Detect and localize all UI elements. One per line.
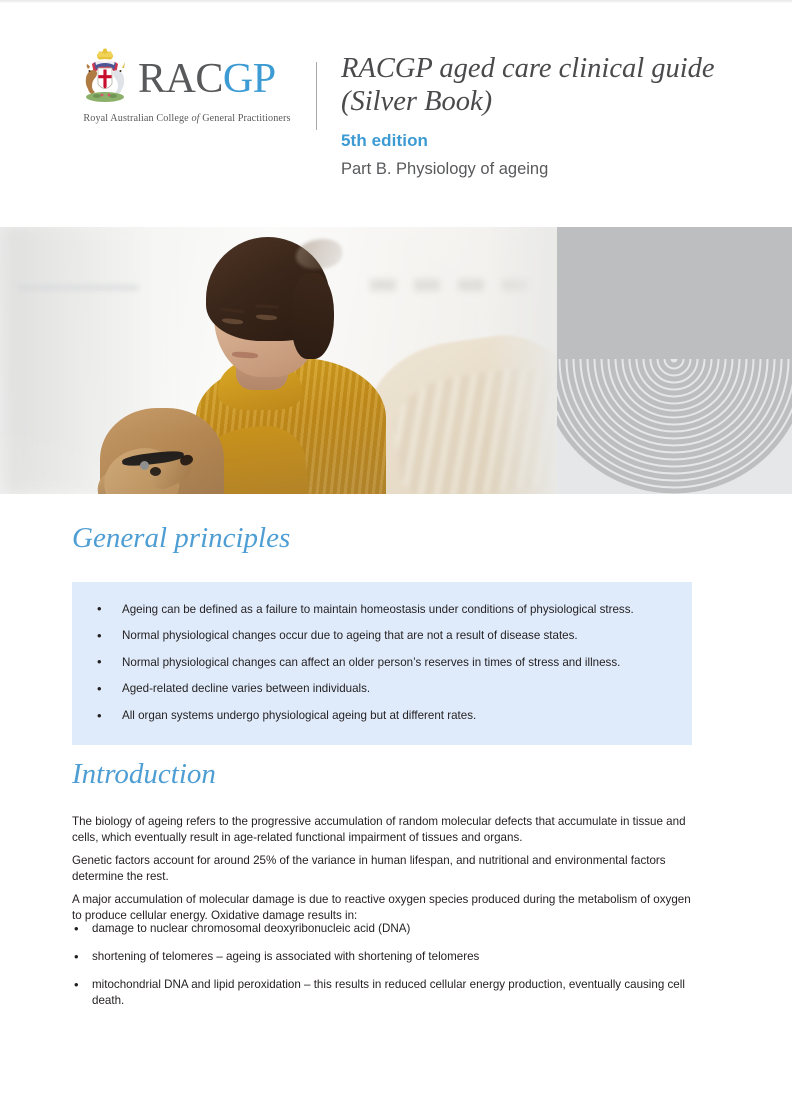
photo-background-shelf bbox=[18, 285, 138, 290]
racgp-logo bbox=[78, 48, 296, 124]
racgp-wordmark-rac: RAC bbox=[138, 56, 223, 102]
racgp-wordmark-gp: GP bbox=[222, 56, 276, 102]
photo-woman-hair-side bbox=[292, 273, 334, 359]
introduction-paragraph: A major accumulation of molecular damage is due to reactive oxygen species produced during the metabolism of oxygen to produce cellular energy. Oxidative damage results in: bbox=[72, 892, 691, 923]
header-divider bbox=[316, 62, 317, 130]
list-item: • shortening of telomeres – ageing is associated with shortening of telomeres bbox=[72, 949, 692, 977]
racgp-wordmark bbox=[138, 58, 276, 100]
photo-dog-tag bbox=[140, 461, 149, 470]
list-item: • Normal physiological changes occur due to ageing that are not a result of disease states. bbox=[72, 623, 692, 650]
racgp-tagline-after: General Practitioners bbox=[199, 113, 291, 124]
hero-graphic-panel bbox=[557, 227, 792, 494]
racgp-tagline-before: Royal Australian College bbox=[83, 113, 192, 124]
introduction-list bbox=[72, 921, 692, 1021]
introduction-heading: Introduction bbox=[72, 758, 216, 790]
list-item: • damage to nuclear chromosomal deoxyribonucleic acid (DNA) bbox=[72, 921, 692, 949]
coat-of-arms-icon bbox=[78, 48, 132, 110]
list-item: • All organ systems undergo physiological ageing but at different rates. bbox=[72, 703, 692, 730]
header-title-block bbox=[341, 52, 741, 179]
introduction-paragraph: The biology of ageing refers to the progressive accumulation of random molecular defects that accumulate in tissue and cells, which eventually result in age-related functional impairment of tissues and organs. bbox=[72, 814, 686, 845]
list-item: • mitochondrial DNA and lipid peroxidation – this results in reduced cellular energy production, eventually causing cell death. bbox=[72, 977, 692, 1021]
introduction-paragraph: Genetic factors account for around 25% of the variance in human lifespan, and nutritional and environmental factors determine the rest. bbox=[72, 853, 666, 884]
concentric-arcs-icon bbox=[557, 227, 792, 494]
general-principles-list bbox=[72, 596, 692, 729]
hero-banner bbox=[0, 227, 792, 494]
page-top-rule bbox=[0, 0, 792, 3]
list-item: • Normal physiological changes can affect an older person’s reserves in times of stress and illness. bbox=[72, 649, 692, 676]
list-item: • Aged-related decline varies between individuals. bbox=[72, 676, 692, 703]
racgp-tagline-of: of bbox=[191, 113, 200, 124]
hero-photo bbox=[0, 227, 557, 494]
photo-background-marks bbox=[370, 279, 535, 291]
general-principles-heading: General principles bbox=[72, 522, 291, 554]
list-item: • Ageing can be defined as a failure to maintain homeostasis under conditions of physiological stress. bbox=[72, 596, 692, 623]
document-edition: 5th edition bbox=[341, 130, 429, 150]
document-header bbox=[0, 40, 792, 220]
racgp-tagline bbox=[78, 113, 296, 124]
photo-dog-eye bbox=[150, 467, 161, 476]
document-part: Part B. Physiology of ageing bbox=[341, 159, 549, 178]
document-title: RACGP aged care clinical guide (Silver Book) bbox=[341, 53, 715, 118]
general-principles-box bbox=[72, 582, 692, 745]
photo-woman-hair-wisp bbox=[296, 239, 342, 269]
